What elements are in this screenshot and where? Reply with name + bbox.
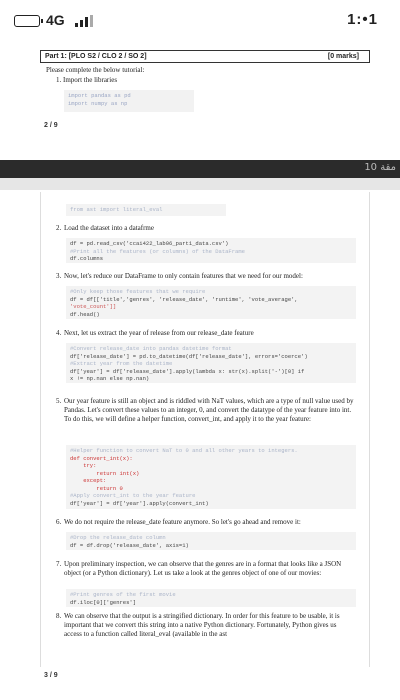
code-line: df['release_date'] = pd.to_datetime(df['release_date'], errors='coerce') — [70, 352, 308, 360]
page-separator — [0, 160, 400, 178]
code-block-load — [66, 238, 356, 263]
code-line: #Print all the features (or columns) of the DataFrame — [70, 247, 245, 255]
instruction-text: Please complete the below tutorial: — [46, 66, 145, 74]
step-text: Import the libraries — [63, 76, 118, 84]
document-page-2 — [40, 50, 370, 150]
status-bar — [0, 0, 400, 40]
step-8 — [56, 612, 356, 639]
code-line: #Extract year from the datetime — [70, 360, 173, 367]
code-line: 'vote_count']] — [70, 303, 117, 310]
code-line: #Only keep those features that we require — [70, 288, 206, 295]
code-line: df['year'] = df['year'].apply(convert_int) — [70, 499, 209, 507]
code-line: except: — [70, 477, 107, 484]
clock: 1:•1 — [347, 11, 378, 28]
code-line: return 0 — [70, 484, 123, 492]
part-title: Part 1: [PLO S2 / CLO 2 / SO 2] — [45, 53, 147, 60]
code-line: def convert_int(x): — [70, 454, 133, 462]
step-2 — [56, 224, 356, 233]
signal-strength-icon — [75, 15, 95, 27]
code-line: #Convert release_date into pandas datetime format — [70, 345, 232, 352]
code-block-select — [66, 286, 356, 319]
step-7 — [56, 560, 356, 578]
step-number: 6. — [56, 518, 62, 526]
code-block-genres — [66, 589, 356, 607]
code-line: df['year'] = df['release_date'].apply(lambda x: str(x).split('-')[0] if — [70, 367, 305, 375]
step-text: Next, let us extract the year of release from our release_date feature — [64, 329, 254, 337]
code-line: try: — [70, 462, 97, 469]
code-line: import pandas as pd — [68, 92, 131, 99]
step-text: Our year feature is still an object and is riddled with NaT values, which are a type of null value used by Pandas. Let's convert these values to an integer, 0, and convert the datatype of the year feature into int. To do this, we will define a helper function, convert_int, and apply it to the year feature: — [64, 397, 354, 423]
code-line: x != np.nan else np.nan) — [70, 375, 150, 382]
step-number: 3. — [56, 272, 62, 280]
page-number: 2 / 9 — [44, 122, 58, 129]
code-line: from ast import literal_eval — [70, 206, 163, 213]
part-header — [40, 50, 370, 63]
step-number: 8. — [56, 612, 62, 620]
code-line: #Helper function to convert NaT to 0 and all other years to integers. — [70, 447, 298, 454]
code-line: df = df.drop('release_date', axis=1) — [70, 541, 189, 549]
page-gap — [0, 178, 400, 190]
step-text: We can observe that the output is a stringified dictionary. In order for this feature to be usable, it is important that we convert this string into a native Python dictionary. Fortunately, Python gives us access to a function called literal_eval (available in the ast — [64, 612, 340, 638]
page-indicator: 10 مقة — [364, 162, 396, 173]
code-line: #Apply convert_int to the year feature — [70, 492, 196, 499]
code-block-drop — [66, 532, 356, 550]
step-number: 7. — [56, 560, 62, 568]
code-line: return int(x) — [70, 469, 140, 477]
code-line: #Drop the release_date column — [70, 534, 166, 541]
code-line: df.head() — [70, 310, 100, 318]
document-page-3 — [40, 192, 370, 697]
step-4 — [56, 329, 356, 338]
step-5 — [56, 397, 356, 424]
step-number: 2. — [56, 224, 62, 232]
page-number: 3 / 9 — [44, 672, 58, 679]
code-line: df = pd.read_csv('ccai422_lab06_part1_data.csv') — [70, 240, 229, 247]
marks-label: [0 marks] — [327, 53, 359, 60]
step-3 — [56, 272, 356, 281]
step-1 — [56, 76, 117, 84]
step-number: 1. — [56, 76, 62, 84]
network-type: 4G — [46, 12, 65, 28]
step-6 — [56, 518, 356, 527]
code-line: df = df[['title','genres', 'release_date', 'runtime', 'vote_average', — [70, 295, 298, 303]
code-block-imports — [64, 90, 194, 112]
code-block-import-ast — [66, 204, 226, 216]
step-text: Upon preliminary inspection, we can observe that the genres are in a format that looks like a JSON object (or a Python dictionary). Let us take a look at the genres object of one of our movies: — [64, 560, 342, 577]
step-number: 5. — [56, 397, 62, 405]
step-text: We do not require the release_date feature anymore. So let's go ahead and remove it: — [64, 518, 301, 526]
code-line: #Print genres of the first movie — [70, 591, 176, 598]
battery-icon — [14, 15, 40, 27]
step-number: 4. — [56, 329, 62, 337]
code-line: df.iloc[0]['genres'] — [70, 598, 137, 606]
code-block-convert-int — [66, 445, 356, 509]
code-block-year — [66, 343, 356, 383]
step-text: Now, let's reduce our DataFrame to only contain features that we need for our model: — [64, 272, 303, 280]
code-line: import numpy as np — [68, 100, 128, 107]
step-text: Load the dataset into a datafrme — [64, 224, 154, 232]
code-line: df.columns — [70, 255, 104, 262]
